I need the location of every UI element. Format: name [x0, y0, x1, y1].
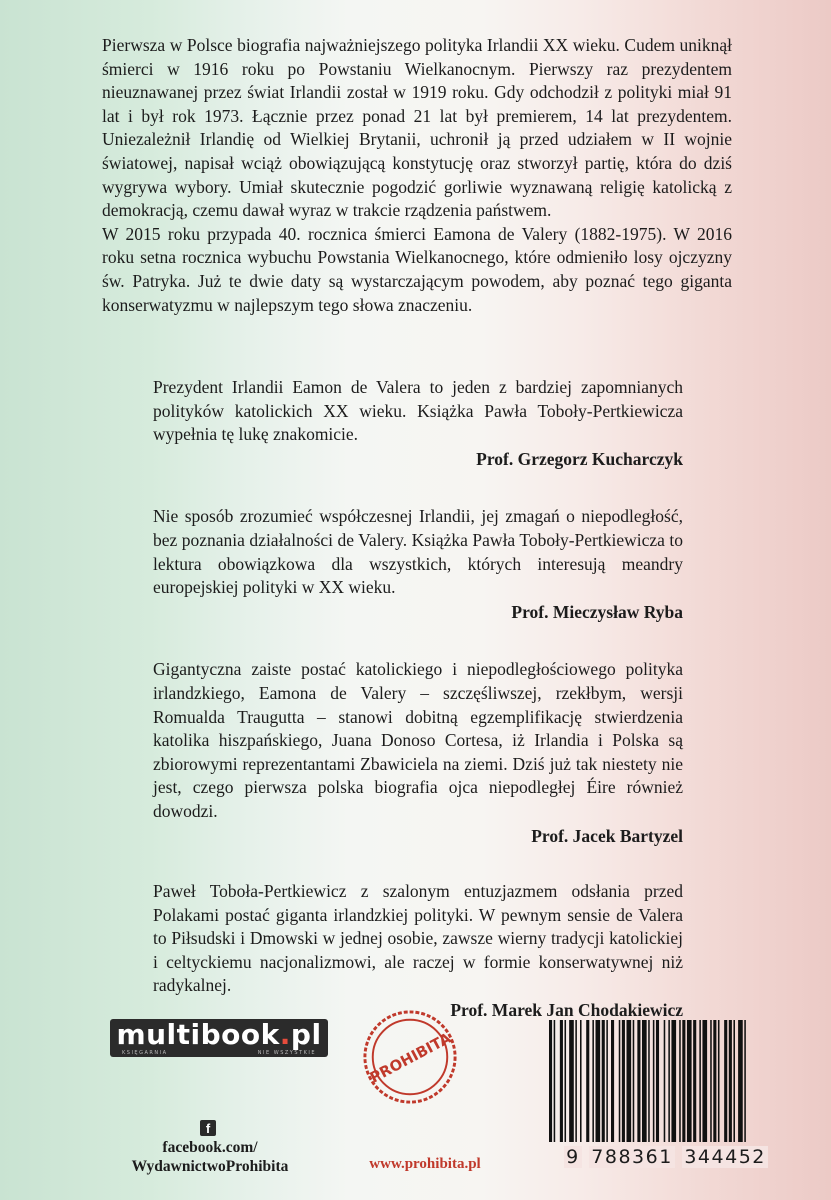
barcode-bars [549, 1020, 746, 1142]
barcode-bar [724, 1020, 727, 1142]
barcode-bar [671, 1020, 676, 1142]
isbn-digits [535, 1146, 797, 1168]
barcode-bar [602, 1020, 605, 1142]
endorsements [153, 376, 683, 1023]
endorsement-text: Paweł Toboła-Pertkiewicz z szalonym entuzjazmem odsłania przed Polakami postać giganta irlandzkiej polityki. W pewnym sensie de Valera to Piłsudski i Dmowski w jednej osobie, zawsze wierny tradycji katolickiej i celtyckiemu nacjonalizmowi, ale raczej w formie konserwatywnej niż radykalnej. [153, 881, 683, 996]
isbn-digits-right: 344452 [684, 1146, 766, 1168]
barcode-bar [586, 1020, 589, 1142]
book-description [102, 34, 732, 317]
barcode-bar [699, 1020, 701, 1142]
barcode-bar [682, 1020, 685, 1142]
barcode-bar [569, 1020, 574, 1142]
barcode-bar [653, 1020, 655, 1142]
prohibita-stamp-text: PROHIBITA [367, 1029, 455, 1087]
endorsement-author: Prof. Mieczysław Ryba [511, 601, 683, 622]
barcode-bar [633, 1020, 635, 1142]
barcode-bar [622, 1020, 625, 1142]
prohibita-stamp-logo [361, 1008, 459, 1106]
barcode-bar [611, 1020, 614, 1142]
barcode-bar [575, 1020, 577, 1142]
isbn-digit-prefix: 9 [566, 1146, 580, 1168]
barcode-bar [554, 1020, 556, 1142]
barcode-bar [738, 1020, 743, 1142]
endorsement-4 [153, 880, 683, 1023]
endorsement-text: Prezydent Irlandii Eamon de Valera to jeden z bardziej zapomnianych polityków katolickich XX wieku. Książka Pawła Toboły-Pertkiewicza wypełnia tę lukę znakomicie. [153, 377, 683, 445]
multibook-logo-sub-left: KSIĘGARNIA [122, 1050, 168, 1056]
description-paragraph-2: W 2015 roku przypada 40. rocznica śmierci Eamona de Valery (1882-1975). W 2016 roku setna rocznica wybuchu Powstania Wielkanocnego, które odmieniło losy ojczyzny św. Patryka. Już te dwie daty są wystarczającym powodem, aby poznać tego giganta konserwatyzmu w najlepszym tego słowa znaczeniu. [102, 223, 732, 315]
barcode-bar [592, 1020, 594, 1142]
barcode-bar [679, 1020, 681, 1142]
barcode-bar [713, 1020, 716, 1142]
website-link[interactable]: www.prohibita.pl [369, 1156, 481, 1172]
barcode-bar [668, 1020, 670, 1142]
multibook-logo-sub-right: NIE WSZYSTKIE [257, 1050, 316, 1056]
barcode-bar [664, 1020, 666, 1142]
multibook-logo-tld: pl [290, 1018, 322, 1051]
barcode-bar [596, 1020, 601, 1142]
barcode-bar [565, 1020, 567, 1142]
barcode-bar [687, 1020, 692, 1142]
barcode-bar [560, 1020, 563, 1142]
isbn-digits-left: 788361 [591, 1146, 673, 1168]
barcode-bar [580, 1020, 582, 1142]
facebook-icon: f [200, 1120, 216, 1136]
endorsement-3 [153, 658, 683, 848]
barcode-bar [549, 1020, 552, 1142]
endorsement-2 [153, 505, 683, 624]
barcode-bar [637, 1020, 640, 1142]
barcode-bar [693, 1020, 696, 1142]
barcode-bar [733, 1020, 735, 1142]
barcode-bar [744, 1020, 746, 1142]
barcode-bar [642, 1020, 647, 1142]
multibook-logo [110, 1019, 328, 1057]
endorsement-author: Prof. Grzegorz Kucharczyk [476, 448, 683, 469]
barcode-bar [606, 1020, 608, 1142]
barcode-bar [718, 1020, 720, 1142]
description-paragraph-1: Pierwsza w Polsce biografia najważniejszego polityka Irlandii XX wieku. Cudem uniknął śmierci w 1916 roku po Powstaniu Wielkanocnym. Pierwszy raz prezydentem nieuznawanej przez świat Irlandii został w 1919 roku. Gdy odchodził z polityki miał 91 lat i był rok 1973. Łącznie przez ponad 21 lat był premierem, 14 lat prezydentem. Uniezależnił Irlandię od Wielkiej Brytanii, uchronił ją przed udziałem w II wojnie światowej, napisał wciąż obowiązującą konstytucję oraz stworzył partię, która do dziś wygrywa wybory. Umiał skutecznie pogodzić gorliwie wyznawaną religię katolicką z demokracją, czemu dawał wyraz w trakcie rządzenia państwem. [102, 35, 732, 221]
facebook-line-2: WydawnictwoProhibita [131, 1158, 289, 1175]
barcode-bar [710, 1020, 712, 1142]
endorsement-text: Nie sposób zrozumieć współczesnej Irlandii, jej zmagań o niepodległość, bez poznania działalności de Valery. Książka Pawła Toboły-Pertkiewicza to lektura obowiązkowa dla wszystkich, których interesują meandry europejskiej polityki w XX wieku. [153, 506, 683, 598]
multibook-logo-name: multibook [116, 1018, 280, 1051]
facebook-line-1: facebook.com/ [162, 1139, 258, 1156]
barcode-bar [619, 1020, 621, 1142]
endorsement-author: Prof. Marek Jan Chodakiewicz [450, 1000, 683, 1021]
endorsement-author: Prof. Jacek Bartyzel [531, 825, 683, 846]
barcode-bar [648, 1020, 650, 1142]
endorsement-1 [153, 376, 683, 471]
barcode-bar [627, 1020, 632, 1142]
barcode-bar [702, 1020, 707, 1142]
multibook-logo-dot: . [279, 1018, 291, 1051]
barcode-bar [656, 1020, 659, 1142]
barcode-bar [729, 1020, 732, 1142]
endorsement-text: Gigantyczna zaiste postać katolickiego i niepodległościowego polityka irlandzkiego, Eamona de Valery – szczęśliwszej, rzekłbym, wersji Romualda Traugutta – stanowi dobitną egzemplifikację stwierdzenia katolika hiszpańskiego, Juana Donoso Cortesa, iż Irlandia i Polska są zbiorowymi reprezentantami Zbawiciela na ziemi. Dziś już tak niestety nie jest, czego pierwsza polska biografia ojca niepodległej Éire również dowodzi. [153, 659, 683, 821]
facebook-link[interactable] [110, 1138, 310, 1176]
